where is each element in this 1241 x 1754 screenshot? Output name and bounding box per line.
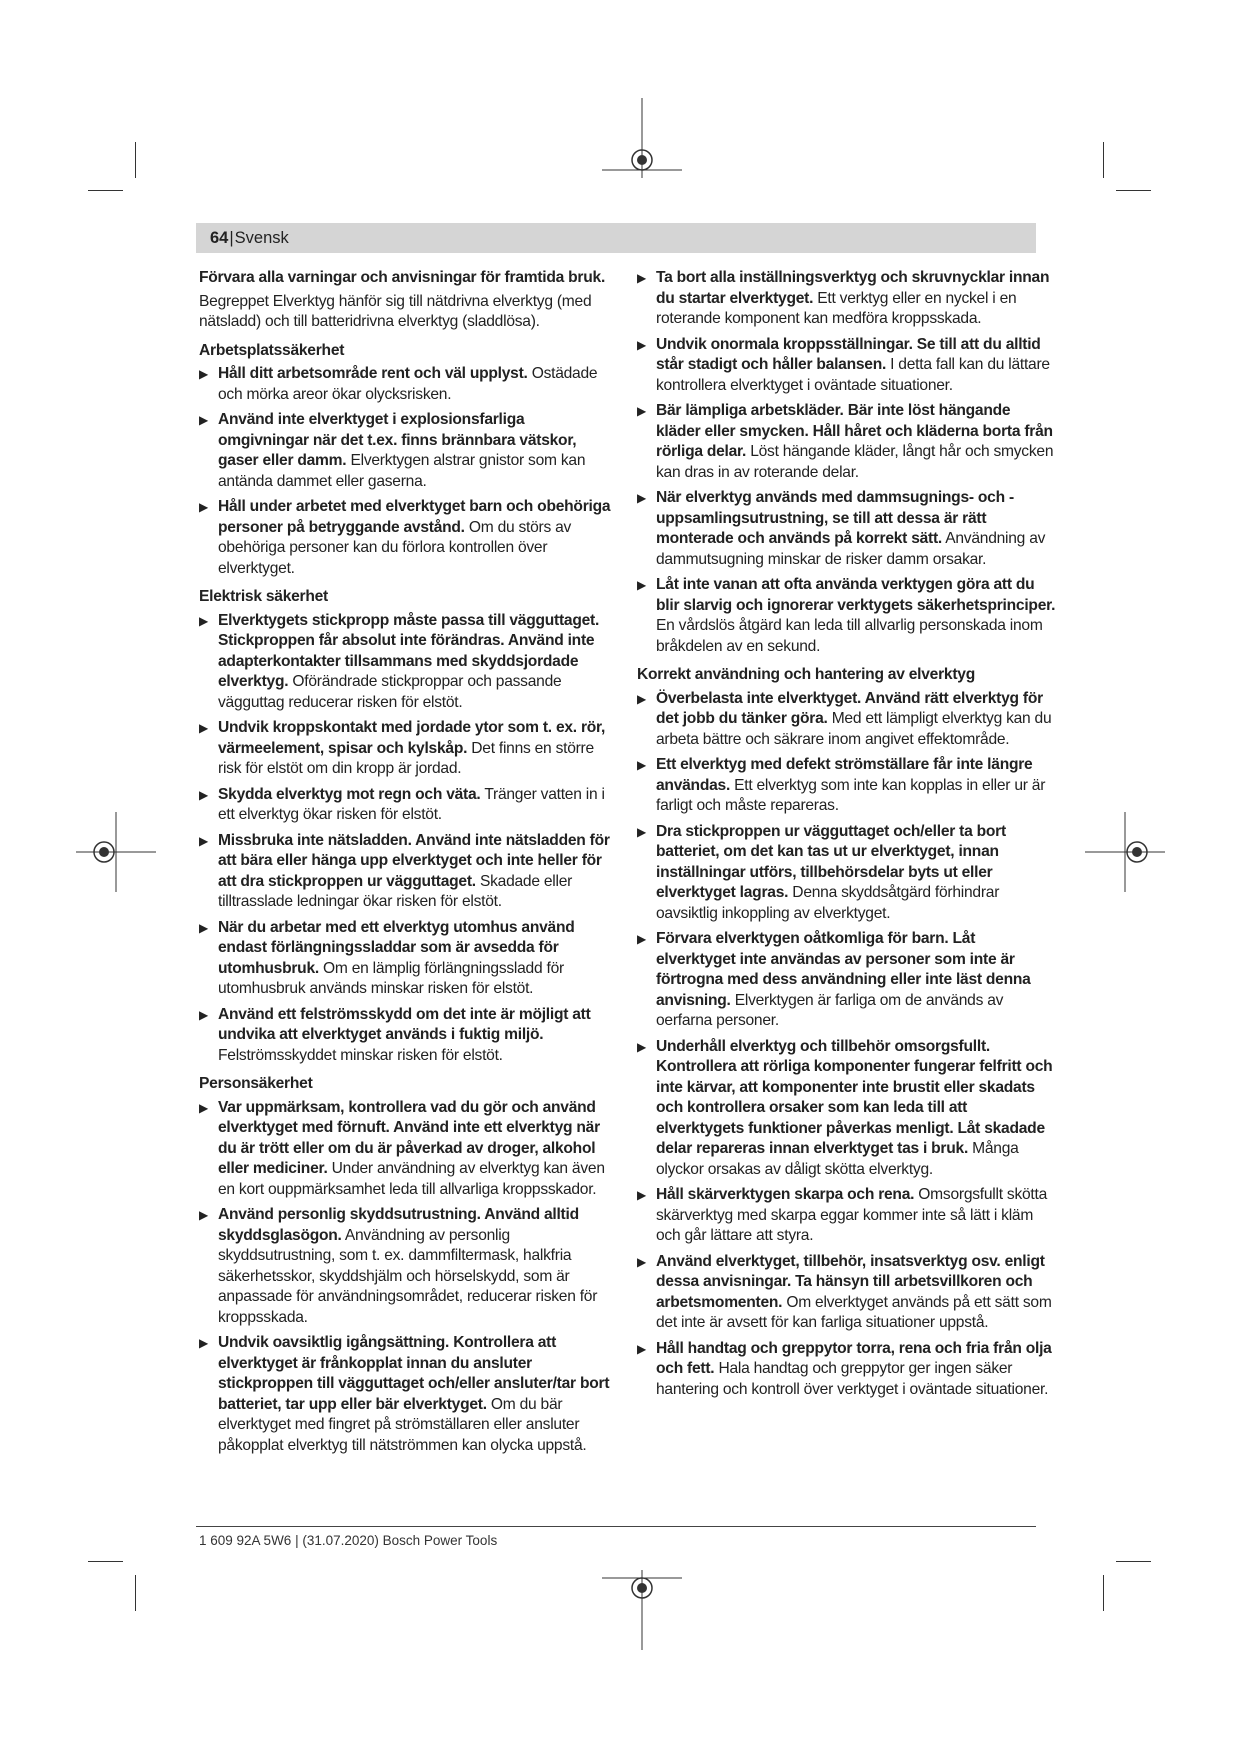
item-text: I detta fall kan du lättare kontrollera elverktyget i oväntade situationer. [656,356,1050,394]
bullet-arrow-icon: ▶ [637,578,646,592]
bullet-arrow-icon: ▶ [637,404,646,418]
list-item [199,918,619,1000]
bullet-arrow-icon: ▶ [637,1188,646,1202]
page-header [196,223,1036,253]
item-text: Felströmsskyddet minskar risken för elstöt. [218,1046,503,1064]
footer-text: 1 609 92A 5W6 | (31.07.2020) Bosch Power Tools [199,1533,498,1548]
item-bold-text: Bär lämpliga arbetskläder. Bär inte löst hängande kläder eller smycken. Håll håret och kläderna borta från rörliga delar. [656,402,1053,460]
list-item [637,1252,1057,1334]
item-bold-text: Ett elverktyg med defekt strömställare får inte längre användas. [656,756,1033,794]
item-bold-text: Undvik oavsiktlig igångsättning. Kontrollera att elverktyget är frånkopplat innan du ansluter stickproppen till vägguttaget och/eller ansluter/tar bort batteriet, tar upp eller bär elverktyget. [218,1334,610,1413]
list-item [637,401,1057,483]
section-title-usage: Korrekt användning och hantering av elverktyg [637,666,975,683]
section-title-workplace: Arbetsplatssäkerhet [199,341,345,359]
list-item [199,1098,619,1201]
list-item [637,755,1057,817]
list-item [637,335,1057,397]
bullet-arrow-icon: ▶ [637,1254,646,1269]
page-number: 64 [210,229,229,247]
item-text: Ett elverktyg som inte kan kopplas in eller ur är farligt och måste repareras. [656,776,1046,814]
bullet-arrow-icon: ▶ [199,1007,208,1022]
item-bold-text: Använd ett felströmsskydd om det inte är möjligt att undvika att elverktyget används i fuktig miljö. [218,1005,591,1043]
bullet-arrow-icon: ▶ [637,491,646,505]
list-item [637,488,1057,570]
item-bold-text: Håll under arbetet med elverktyget barn och obehöriga personer på betryggande avstånd. [218,498,611,536]
item-bold-text: Använd inte elverktyget i explosionsfarliga omgivningar när det t.ex. finns brännbara vätskor, gaser eller damm. [218,411,577,469]
registration-mark-top-icon [602,98,682,178]
bullet-arrow-icon: ▶ [199,613,208,628]
item-text: Det finns en större risk för elstöt om din kropp är jordad. [218,739,594,777]
bullet-arrow-icon: ▶ [637,758,646,772]
bullet-arrow-icon: ▶ [637,691,646,706]
bullet-arrow-icon: ▶ [199,367,208,381]
bullet-arrow-icon: ▶ [199,787,208,802]
item-bold-text: Håll skärverktygen skarpa och rena. [656,1186,915,1203]
list-item [199,364,619,405]
item-bold-text: Dra stickproppen ur vägguttaget och/eller ta bort batteriet, om det kan tas ut ur elverktyget, innan inställningar utförs, tillbehörsdelar byts ut eller elverktyget lagras. [656,822,1006,901]
registration-mark-right-icon [1085,812,1165,892]
item-bold-text: Använd elverktyget, tillbehör, insatsverktyg osv. enligt dessa anvisningar. Ta hänsyn till arbetsvillkoren och arbetsmomenten. [656,1252,1045,1311]
item-text: Om du störs av obehöriga personer kan du förlora kontrollen över elverktyget. [218,518,572,577]
bullet-arrow-icon: ▶ [637,1341,646,1356]
intro-heading: Förvara alla varningar och anvisningar för framtida bruk. [199,269,606,286]
section-title-electrical: Elektrisk säkerhet [199,588,328,605]
list-usage [637,689,1057,1401]
item-text: Användning av dammutsugning minskar de risker damm orsakar. [656,530,1046,568]
bullet-arrow-icon: ▶ [199,1336,208,1350]
item-text: Många olyckor orsakas av dåligt skötta elverktyg. [656,1140,1019,1178]
bullet-arrow-icon: ▶ [199,1208,208,1222]
item-text: Oförändrade stickproppar och passande vägguttag reducerar risken för elstöt. [218,673,562,711]
list-item [637,1185,1057,1247]
right-column [637,268,1057,1405]
list-item [637,929,1057,1032]
item-bold-text: När elverktyg används med dammsugnings- och -uppsamlingsutrustning, se till att dessa är rätt monterade och används på korrekt sätt. [656,489,1014,547]
list-item [637,1339,1057,1401]
list-workplace [199,364,619,579]
registration-mark-left-icon [76,812,156,892]
list-item [199,497,619,579]
bullet-arrow-icon: ▶ [637,271,646,285]
registration-mark-bottom-icon [602,1570,682,1650]
crop-mark [1116,1561,1151,1562]
item-text: Tränger vatten in i ett elverktyg ökar risken för elstöt. [218,785,605,823]
list-item [199,1005,619,1067]
list-item [199,1333,619,1456]
item-text: Omsorgsfullt skötta skärverktyg med skarpa eggar kommer inte så lätt i kläm och går lättare att styra. [656,1186,1048,1244]
list-item [199,410,619,492]
item-text: Ett verktyg eller en nyckel i en roterande komponent kan medföra kroppsskada. [656,289,1017,327]
item-text: Om du bär elverktyget med fingret på strömställaren eller ansluter påkopplat elverktyg till nätströmmen kan olycka uppstå. [218,1395,587,1454]
bullet-arrow-icon: ▶ [637,1039,646,1054]
bullet-arrow-icon: ▶ [199,721,208,735]
list-item [637,1037,1057,1181]
bullet-arrow-icon: ▶ [199,833,208,848]
list-electrical [199,611,619,1067]
intro-text: Begreppet Elverktyg hänför sig till nätdrivna elverktyg (med nätsladd) och till batteridrivna elverktyg (sladdlösa). [199,292,592,330]
item-text: Om en lämplig förlängningssladd för utomhusbruk används minskar risken för elstöt. [218,959,564,997]
item-bold-text: Ta bort alla inställningsverktyg och skruvnycklar innan du startar elverktyget. [656,269,1050,307]
list-item [199,718,619,780]
list-personal-continued [637,268,1057,657]
item-text: Användning av personlig skyddsutrustning, som t. ex. dammfiltermask, halkfria säkerhetsskor, skyddshjälm och hörselskydd, som är anpassade för användningsområdet, reducerar risken för kroppsskada. [218,1226,598,1326]
list-item [199,1205,619,1328]
item-bold-text: Undvik onormala kroppsställningar. Se till att du alltid står stadigt och håller balansen. [656,335,1041,373]
crop-mark [1103,142,1104,178]
item-text: Hala handtag och greppytor ger ingen säker hantering och kontroll över verktyget i oväntade situationer. [656,1360,1049,1398]
list-item [199,831,619,913]
item-bold-text: Missbruka inte nätsladden. Använd inte nätsladden för att bära eller hänga upp elverktyget och inte heller för att dra stickproppen ur vägguttaget. [218,831,610,890]
bullet-arrow-icon: ▶ [199,1100,208,1115]
item-text: Denna skyddsåtgärd förhindrar oavsiktlig inkoppling av elverktyget. [656,884,1000,922]
footer-rule [196,1526,1036,1527]
item-text: Med ett lämpligt elverktyg kan du arbeta bättre och säkrare inom angivet effektområde. [656,710,1052,748]
list-item [637,689,1057,751]
list-item [637,268,1057,330]
item-text: Löst hängande kläder, långt hår och smycken kan dras in av roterande delar. [656,443,1054,481]
item-bold-text: Håll handtag och greppytor torra, rena och fria från olja och fett. [656,1339,1052,1377]
item-text: Skadade eller tilltrasslade ledningar ökar risken för elstöt. [218,872,573,910]
item-text: En vårdslös åtgärd kan leda till allvarlig personskada inom bråkdelen av en sekund. [656,617,1043,655]
list-item [637,575,1057,657]
item-text: Elverktygen är farliga om de används av oerfarna personer. [656,991,1004,1029]
list-item [637,822,1057,925]
item-text: Under användning av elverktyg kan även en kort ouppmärksamhet leda till allvarliga kroppsskador. [218,1160,605,1198]
list-item [199,785,619,826]
bullet-arrow-icon: ▶ [637,932,646,946]
crop-mark [88,190,123,191]
item-bold-text: Håll ditt arbetsområde rent och väl upplyst. [218,365,528,382]
item-text: Elverktygen alstrar gnistor som kan antända dammet eller gaserna. [218,452,586,490]
crop-mark [135,142,136,178]
item-text: Om elverktyget används på ett sätt som det inte är avsett för kan farliga situationer uppstå. [656,1293,1052,1331]
item-bold-text: Var uppmärksam, kontrollera vad du gör och använd elverktyget med förnuft. Använd inte ett elverktyg när du är trött eller om du är påverkad av droger, alkohol eller mediciner. [218,1098,600,1177]
bullet-arrow-icon: ▶ [199,413,208,427]
item-bold-text: Underhåll elverktyg och tillbehör omsorgsfullt. Kontrollera att rörliga komponenter fungerar felfritt och inte kärvar, att komponenter inte brustit eller skadats och kontrollera orsaker som kan leda till att elverktygets funktioner påverkas menligt. Låt skadade delar repareras innan elverktyget tas i bruk. [656,1037,1053,1157]
item-bold-text: Förvara elverktygen oåtkomliga för barn. Låt elverktyget inte användas av personer som inte är förtrogna med dess användning eller inte läst denna anvisning. [656,930,1031,1009]
item-bold-text: Använd personlig skyddsutrustning. Använd alltid skyddsglasögon. [218,1206,579,1244]
crop-mark [1116,190,1151,191]
bullet-arrow-icon: ▶ [637,824,646,839]
page-language: Svensk [234,229,289,247]
header-separator: | [229,229,234,247]
crop-mark [135,1575,136,1611]
left-column [199,268,619,1461]
item-bold-text: När du arbetar med ett elverktyg utomhus använd endast förlängningssladdar som är avsedda för utomhusbruk. [218,918,575,977]
crop-mark [1103,1575,1104,1611]
list-personal [199,1098,619,1457]
item-bold-text: Skydda elverktyg mot regn och väta. [218,785,481,803]
bullet-arrow-icon: ▶ [199,500,208,514]
bullet-arrow-icon: ▶ [199,920,208,935]
section-title-personal: Personsäkerhet [199,1075,313,1092]
bullet-arrow-icon: ▶ [637,337,646,352]
item-bold-text: Överbelasta inte elverktyget. Använd rätt elverktyg för det jobb du tänker göra. [656,689,1043,727]
item-bold-text: Elverktygets stickpropp måste passa till vägguttaget. Stickproppen får absolut inte förändras. Använd inte adapterkontakter tillsammans med skyddsjordade elverktyg. [218,611,600,690]
list-item [199,611,619,714]
item-bold-text: Undvik kroppskontakt med jordade ytor som t. ex. rör, värmeelement, spisar och kylskåp. [218,719,606,757]
crop-mark [88,1561,123,1562]
item-text: Ostädade och mörka areor ökar olycksrisken. [218,365,598,403]
item-bold-text: Låt inte vanan att ofta använda verktygen göra att du blir slarvig och ignorerar verktygets säkerhetsprinciper. [656,576,1056,614]
